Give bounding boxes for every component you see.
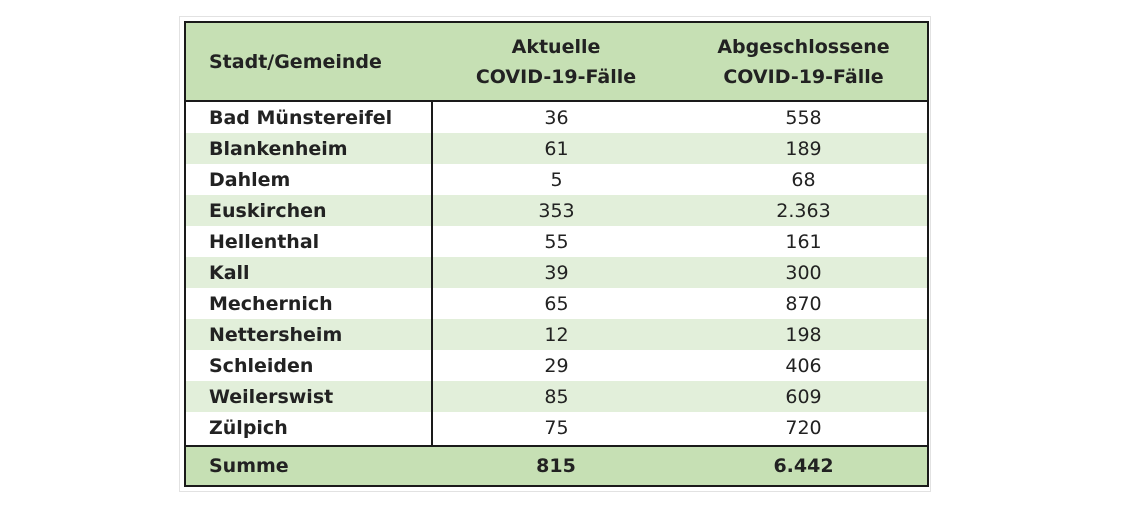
closed-cases: 720 xyxy=(680,412,928,446)
current-cases: 61 xyxy=(432,133,680,164)
table-row xyxy=(185,350,928,381)
total-current-cases: 815 xyxy=(432,446,680,486)
header-closed-cases xyxy=(680,22,928,101)
current-cases: 12 xyxy=(432,319,680,350)
header-city: Stadt/Gemeinde xyxy=(185,22,432,101)
city-name: Hellenthal xyxy=(185,226,432,257)
city-name: Mechernich xyxy=(185,288,432,319)
current-cases: 29 xyxy=(432,350,680,381)
table-row xyxy=(185,101,928,133)
total-closed-cases: 6.442 xyxy=(680,446,928,486)
header-current-line2: COVID-19-Fälle xyxy=(475,65,637,88)
city-name: Schleiden xyxy=(185,350,432,381)
header-current-cases xyxy=(432,22,680,101)
closed-cases: 558 xyxy=(680,101,928,133)
table-row xyxy=(185,257,928,288)
current-cases: 65 xyxy=(432,288,680,319)
current-cases: 85 xyxy=(432,381,680,412)
covid-cases-table xyxy=(184,21,929,487)
closed-cases: 68 xyxy=(680,164,928,195)
closed-cases: 870 xyxy=(680,288,928,319)
table-row xyxy=(185,164,928,195)
table-row xyxy=(185,195,928,226)
city-name: Dahlem xyxy=(185,164,432,195)
table-row xyxy=(185,133,928,164)
current-cases: 75 xyxy=(432,412,680,446)
current-cases: 353 xyxy=(432,195,680,226)
header-current-line1: Aktuelle xyxy=(511,35,601,58)
closed-cases: 406 xyxy=(680,350,928,381)
closed-cases: 161 xyxy=(680,226,928,257)
current-cases: 39 xyxy=(432,257,680,288)
header-closed-line2: COVID-19-Fälle xyxy=(723,65,884,88)
city-name: Weilerswist xyxy=(185,381,432,412)
header-closed-line1: Abgeschlossene xyxy=(717,35,890,58)
total-label: Summe xyxy=(185,446,432,486)
table-row xyxy=(185,319,928,350)
table-row xyxy=(185,226,928,257)
table-row xyxy=(185,412,928,446)
city-name: Nettersheim xyxy=(185,319,432,350)
header-row xyxy=(185,22,928,101)
closed-cases: 198 xyxy=(680,319,928,350)
city-name: Bad Münstereifel xyxy=(185,101,432,133)
total-row xyxy=(185,446,928,486)
current-cases: 55 xyxy=(432,226,680,257)
current-cases: 5 xyxy=(432,164,680,195)
closed-cases: 609 xyxy=(680,381,928,412)
table-row xyxy=(185,381,928,412)
closed-cases: 2.363 xyxy=(680,195,928,226)
city-name: Euskirchen xyxy=(185,195,432,226)
current-cases: 36 xyxy=(432,101,680,133)
city-name: Blankenheim xyxy=(185,133,432,164)
city-name: Kall xyxy=(185,257,432,288)
closed-cases: 300 xyxy=(680,257,928,288)
city-name: Zülpich xyxy=(185,412,432,446)
closed-cases: 189 xyxy=(680,133,928,164)
table-row xyxy=(185,288,928,319)
